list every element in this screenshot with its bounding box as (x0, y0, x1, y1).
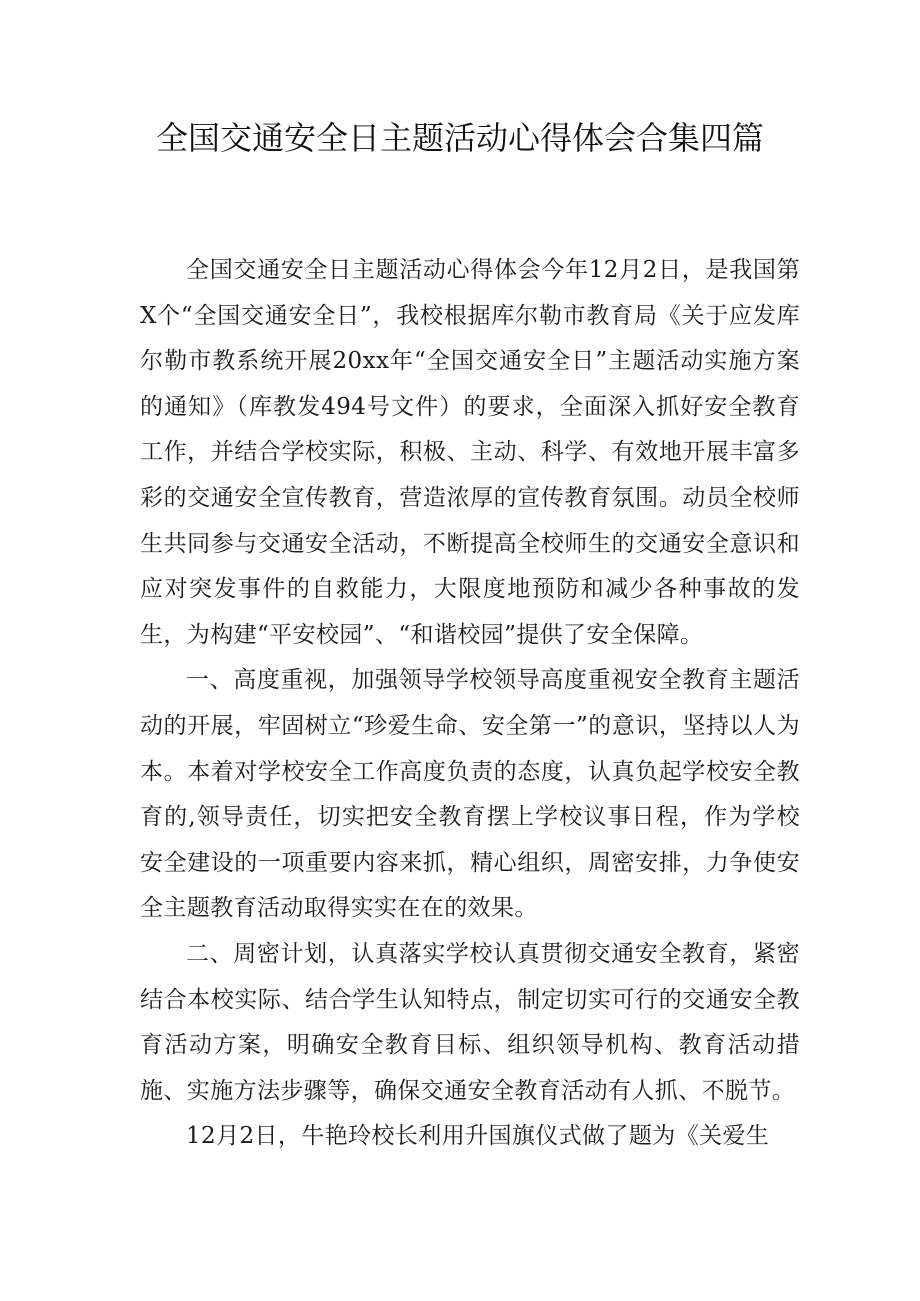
paragraph-section-two: 二、周密计划，认真落实学校认真贯彻交通安全教育，紧密结合本校实际、结合学生认知特点，制定切实可行的交通安全教育活动方案，明确安全教育目标、组织领导机构、教育活动措施、实施方法步骤等，确保交通安全教育活动有人抓、不脱节。 (140, 940, 800, 1104)
document-title: 全国交通安全日主题活动心得体会合集四篇 (155, 119, 764, 157)
paragraph-intro: 全国交通安全日主题活动心得体会今年12月2日，是我国第X个“全国交通安全日”，我校根据库尔勒市教育局《关于应发库尔勒市教系统开展20xx年“全国交通安全日”主题活动实施方案的通知》（库教发494号文件）的要求，全面深入抓好安全教育工作，并结合学校实际，积极、主动、科学、有效地开展丰富多彩的交通安全宣传教育，营造浓厚的宣传教育氛围。动员全校师生共同参与交通安全活动，不断提高全校师生的交通安全意识和应对突发事件的自救能力，大限度地预防和减少各种事故的发生，为构建“平安校园”、“和谐校园”提供了安全保障。 (140, 257, 800, 648)
document-body (140, 248, 800, 1160)
paragraph-section-one: 一、高度重视，加强领导学校领导高度重视安全教育主题活动的开展，牢固树立“珍爱生命、安全第一”的意识，坚持以人为本。本着对学校安全工作高度负责的态度，认真负起学校安全教育的,领导责任，切实把安全教育摆上学校议事日程，作为学校安全建设的一项重要内容来抓，精心组织，周密安排，力争使安全主题教育活动取得实实在在的效果。 (140, 667, 800, 922)
paragraph-dec-2: 12月2日，牛艳玲校长利用升国旗仪式做了题为《关爱生 (186, 1123, 770, 1150)
